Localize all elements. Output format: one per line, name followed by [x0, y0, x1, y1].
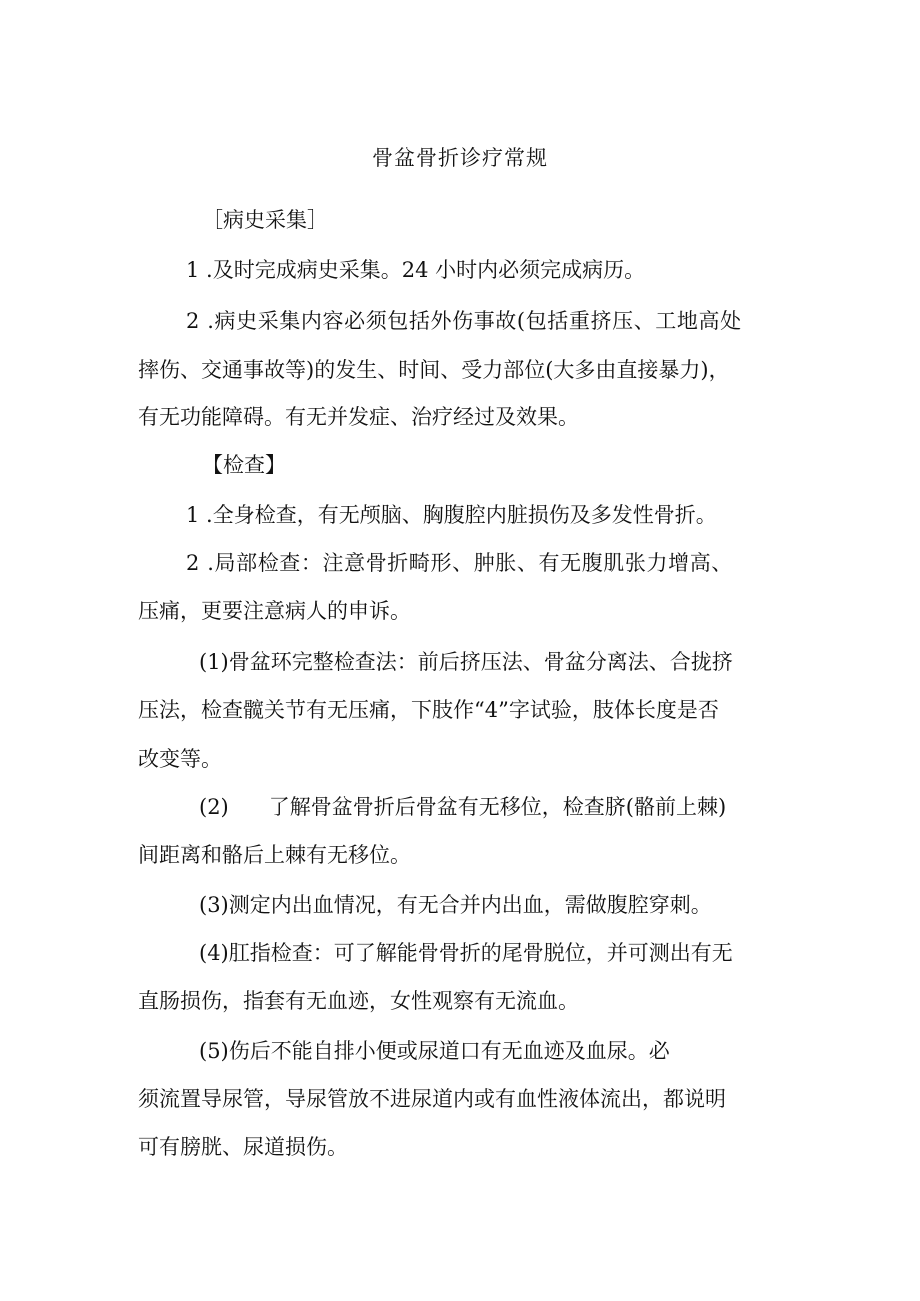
exam-sub-1-line-1: (1)骨盆环完整检查法：前后挤压法、骨盆分离法、合拢挤: [199, 650, 733, 674]
exam-item-2-line-1: 2 .局部检查：注意骨折畸形、肿胀、有无腹肌张力增高、: [186, 551, 733, 575]
exam-sub-4-line-2: 直肠损伤，指套有无血迹，女性观察有无流血。: [138, 989, 579, 1013]
exam-sub-1-line-3: 改变等。: [138, 747, 222, 771]
exam-sub-1-line-2: 压法，检查髋关节有无压痛，下肢作“4”字试验，肢体长度是否: [138, 698, 719, 722]
exam-sub-3-line-1: (3)测定内出血情况，有无合并内出血，需做腹腔穿刺。: [199, 893, 712, 917]
exam-sub-5-line-2: 须流置导尿管，导尿管放不进尿道内或有血性液体流出，都说明: [138, 1087, 726, 1111]
exam-sub-2-marker: (2): [199, 795, 229, 819]
exam-sub-2-line-1: [199, 792, 726, 822]
exam-sub-4-line-1: (4)肛指检查：可了解能骨骨折的尾骨脱位，并可测出有无: [199, 941, 733, 965]
exam-sub-2-text: 了解骨盆骨折后骨盆有无移位，检查脐(骼前上棘): [268, 795, 727, 819]
history-item-1: 1 .及时完成病史采集。24 小时内必须完成病历。: [186, 258, 646, 282]
exam-item-1: 1 .全身检查，有无颅脑、胸腹腔内脏损伤及多发性骨折。: [186, 503, 717, 527]
section-heading-exam: 【检查】: [202, 453, 286, 477]
history-item-2-line-1: 2 .病史采集内容必须包括外伤事故(包括重挤压、工地高处: [186, 309, 742, 333]
document-title: 骨盆骨折诊疗常规: [372, 146, 548, 170]
history-item-2-line-3: 有无功能障碍。有无并发症、治疗经过及效果。: [138, 405, 579, 429]
history-item-2-line-2: 摔伤、交通事故等)的发生、时间、受力部位(大多由直接暴力)，: [138, 358, 730, 382]
exam-sub-5-line-1: (5)伤后不能自排小便或尿道口有无血迹及血尿。必: [199, 1039, 670, 1063]
exam-sub-5-line-3: 可有膀胱、尿道损伤。: [138, 1135, 348, 1159]
exam-item-2-line-2: 压痛，更要注意病人的申诉。: [138, 599, 411, 623]
exam-sub-2-line-2: 间距离和骼后上棘有无移位。: [138, 843, 411, 867]
section-heading-history: ［病史采集］: [202, 208, 328, 232]
